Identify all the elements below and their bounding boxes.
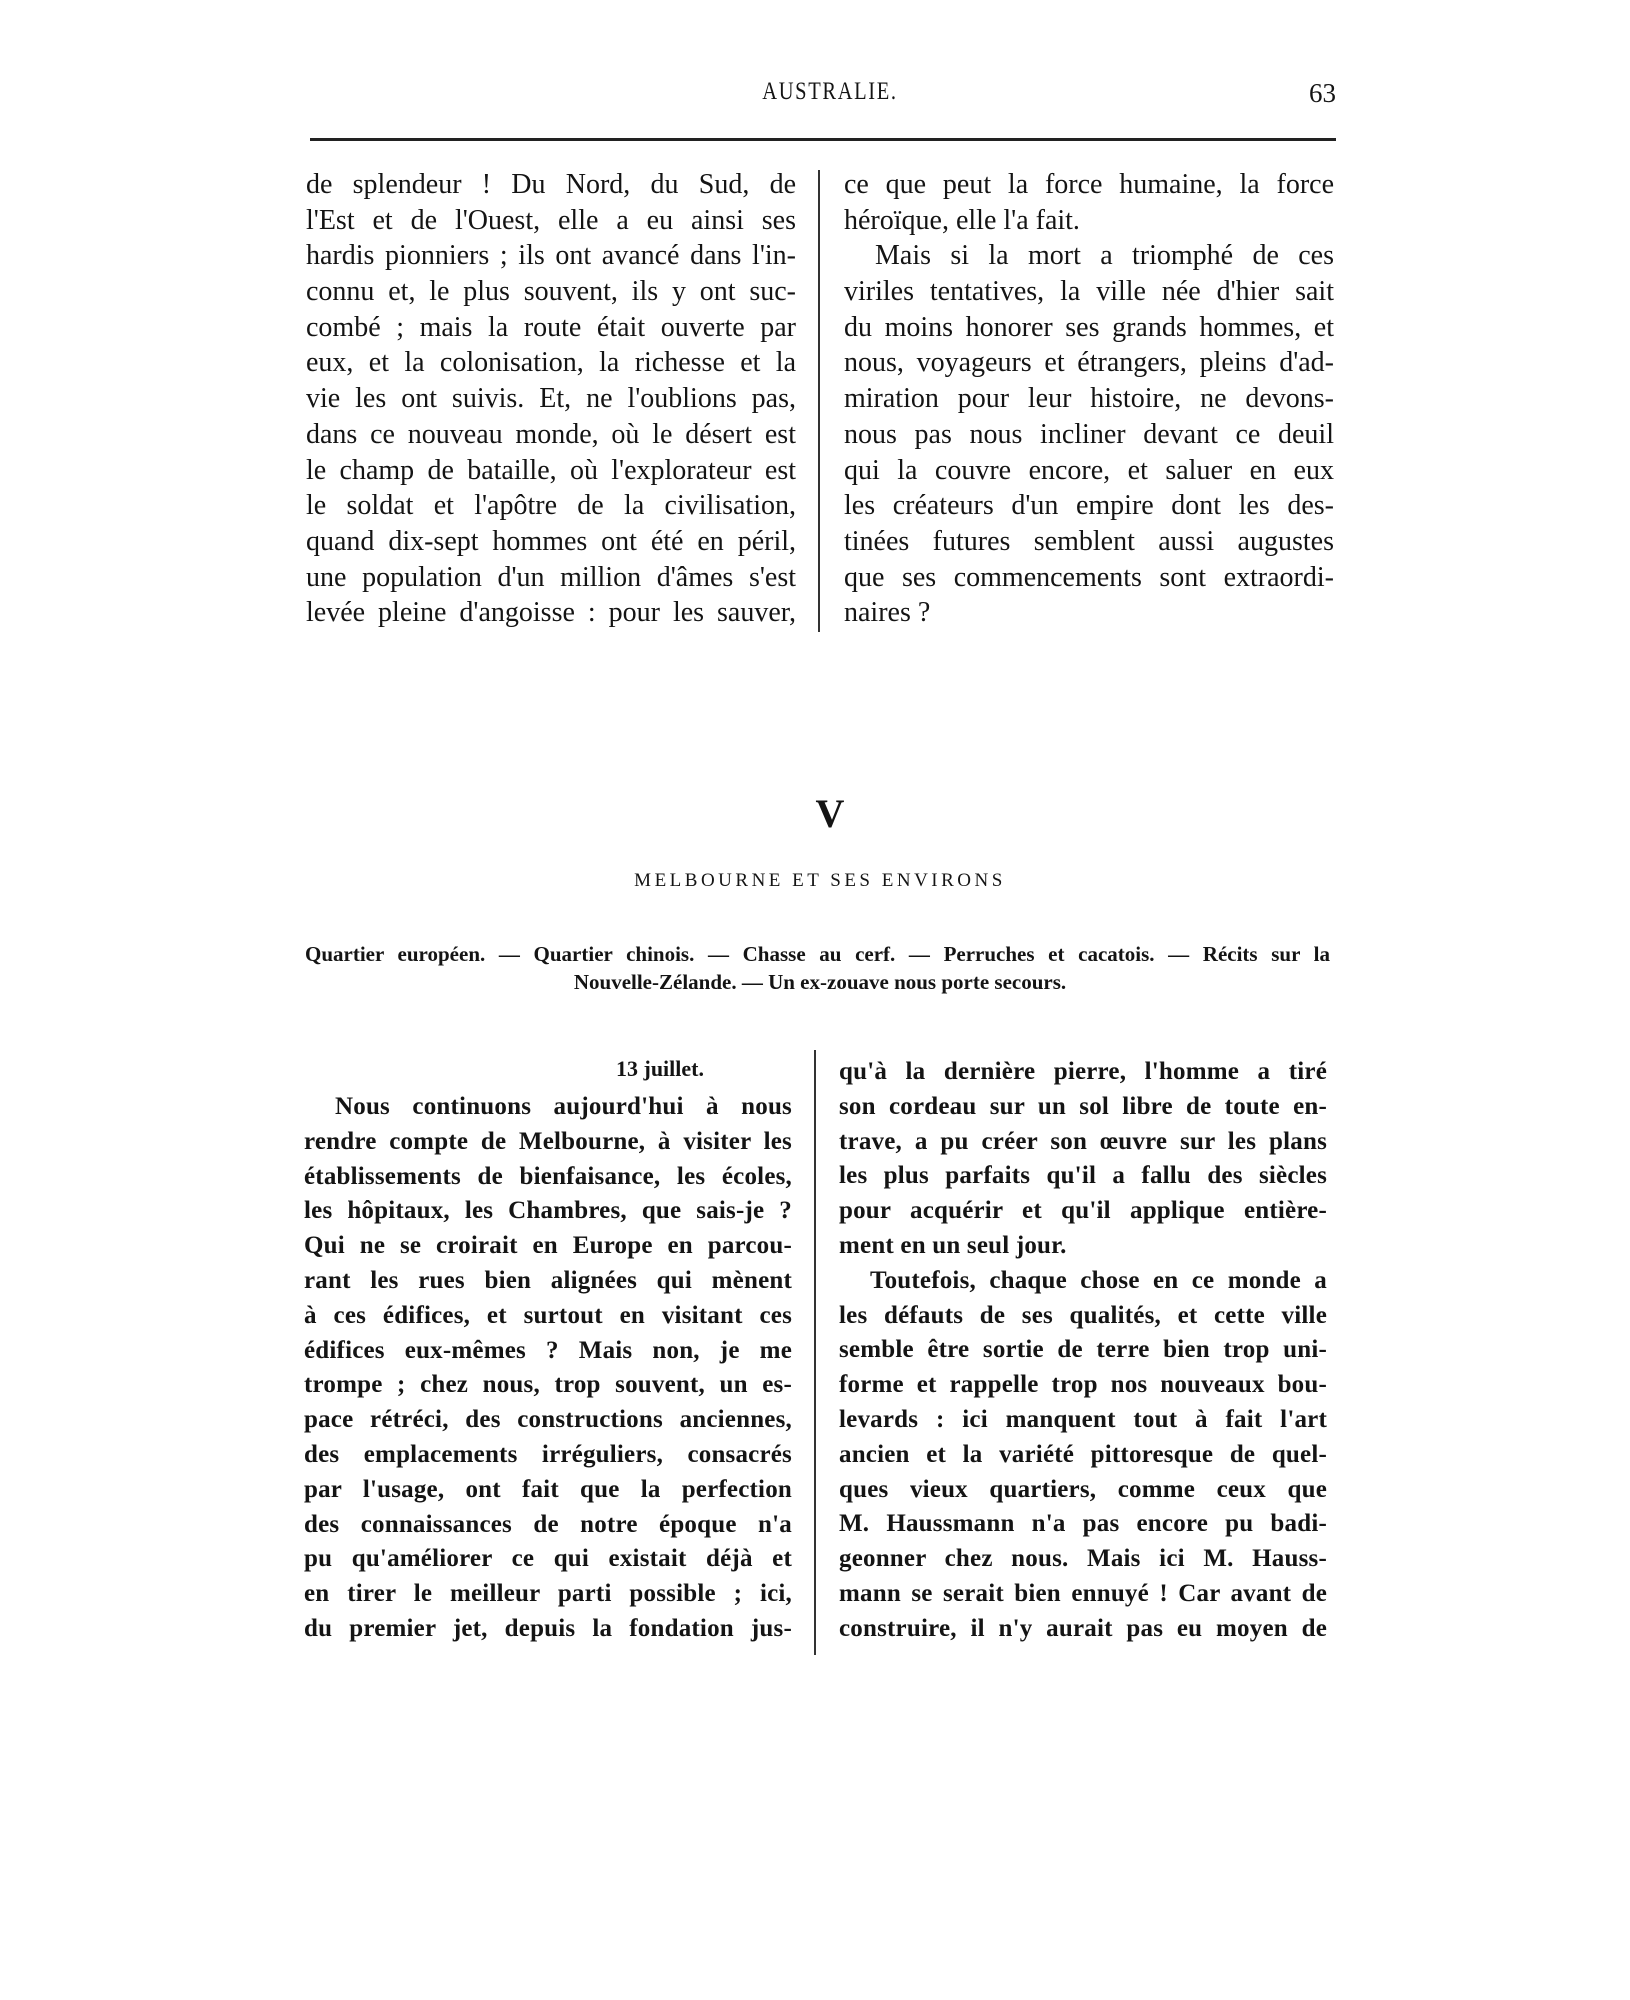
- text-line: édifices eux-mêmes ? Mais non, je me: [304, 1336, 792, 1364]
- text-line: héroïque, elle l'a fait.: [844, 204, 1080, 236]
- text-line: une population d'un million d'âmes s'est: [306, 561, 796, 593]
- text-line: dans ce nouveau monde, où le désert est: [306, 418, 796, 450]
- text-line: Mais si la mort a triomphé de ces: [875, 240, 1334, 272]
- text-line: des connaissances de notre époque n'a: [304, 1510, 792, 1538]
- text-line: les plus parfaits qu'il a fallu des siècles: [839, 1162, 1327, 1190]
- text-line: geonner chez nous. Mais ici M. Hauss-: [839, 1545, 1327, 1573]
- chapter-number: V: [815, 791, 845, 836]
- text-line: pu qu'améliorer ce qui existait déjà et: [304, 1545, 792, 1573]
- text-line: ancien et la variété pittoresque de quel-: [839, 1440, 1327, 1468]
- text-line: pace rétréci, des constructions anciennes,: [304, 1406, 792, 1434]
- text-line: connu et, le plus souvent, ils y ont suc-: [306, 276, 796, 308]
- text-line: de splendeur ! Du Nord, du Sud, de: [306, 169, 796, 200]
- header-rule: [310, 138, 1336, 141]
- text-line: levée pleine d'angoisse : pour les sauver,: [306, 597, 796, 629]
- text-line: quand dix-sept hommes ont été en péril,: [306, 525, 796, 557]
- text-line: trave, a pu créer son œuvre sur les plans: [839, 1127, 1327, 1155]
- text-line: M. Haussmann n'a pas encore pu badi-: [839, 1510, 1327, 1538]
- chapter-summary-line: Quartier européen. — Quartier chinois. — Chasse au cerf. — Perruches et cacatois. — Récits sur la: [305, 942, 1330, 966]
- text-line: viriles tentatives, la ville née d'hier sait: [844, 276, 1334, 308]
- text-line: les défauts de ses qualités, et cette ville: [839, 1301, 1327, 1329]
- column-divider: [818, 170, 820, 632]
- lower-right-column: [839, 1055, 1327, 1647]
- text-line: Qui ne se croirait en Europe en parcou-: [304, 1232, 792, 1260]
- upper-left-column: [306, 167, 796, 631]
- text-line: qu'à la dernière pierre, l'homme a tiré: [839, 1058, 1327, 1085]
- text-line: construire, il n'y aurait pas eu moyen de: [839, 1614, 1327, 1642]
- text-line: du moins honorer ses grands hommes, et: [844, 311, 1334, 343]
- text-line: qui la couvre encore, et saluer en eux: [844, 454, 1334, 486]
- text-line: hardis pionniers ; ils ont avancé dans l'in-: [306, 240, 796, 272]
- text-line: Nous continuons aujourd'hui à nous: [335, 1093, 792, 1120]
- text-line: Toutefois, chaque chose en ce monde a: [870, 1266, 1327, 1294]
- text-line: par l'usage, ont fait que la perfection: [304, 1475, 792, 1503]
- column-divider: [814, 1050, 816, 1655]
- text-line: pour acquérir et qu'il applique entière-: [839, 1197, 1327, 1225]
- lower-left-column: [304, 1090, 792, 1647]
- running-title: AUSTRALIE.: [762, 78, 898, 105]
- text-line: semble être sortie de terre bien trop uni-: [839, 1336, 1327, 1364]
- text-line: nous, voyageurs et étrangers, pleins d'ad-: [844, 347, 1334, 379]
- text-line: trompe ; chez nous, trop souvent, un es-: [304, 1371, 792, 1399]
- text-line: naires ?: [844, 597, 931, 629]
- text-line: ce que peut la force humaine, la force: [844, 169, 1334, 200]
- text-line: ques vieux quartiers, comme ceux que: [839, 1475, 1327, 1503]
- text-line: du premier jet, depuis la fondation jus-: [304, 1614, 792, 1642]
- text-line: à ces édifices, et surtout en visitant ces: [304, 1301, 792, 1329]
- text-line: le champ de bataille, où l'explorateur est: [306, 454, 796, 486]
- text-line: rendre compte de Melbourne, à visiter les: [304, 1127, 792, 1155]
- chapter-summary-line: Nouvelle-Zélande. — Un ex-zouave nous porte secours.: [573, 970, 1067, 994]
- text-line: eux, et la colonisation, la richesse et la: [306, 347, 796, 379]
- upper-right-column: [844, 167, 1334, 631]
- text-line: établissements de bienfaisance, les écoles,: [304, 1162, 792, 1190]
- text-line: les hôpitaux, les Chambres, que sais-je ?: [304, 1197, 792, 1225]
- entry-date: 13 juillet.: [616, 1056, 704, 1081]
- text-line: mann se serait bien ennuyé ! Car avant de: [839, 1579, 1327, 1607]
- text-line: l'Est et de l'Ouest, elle a eu ainsi ses: [306, 204, 796, 236]
- text-line: vie les ont suivis. Et, ne l'oublions pas,: [306, 383, 796, 415]
- text-line: nous pas nous incliner devant ce deuil: [844, 418, 1334, 450]
- chapter-title: MELBOURNE ET SES ENVIRONS: [634, 870, 1006, 891]
- text-line: des emplacements irréguliers, consacrés: [304, 1440, 792, 1468]
- page-number: 63: [1309, 78, 1336, 108]
- text-line: ment en un seul jour.: [839, 1231, 1067, 1259]
- text-line: forme et rappelle trop nos nouveaux bou-: [839, 1371, 1327, 1399]
- text-line: tinées futures semblent aussi augustes: [844, 525, 1334, 557]
- text-line: miration pour leur histoire, ne devons-: [844, 383, 1334, 415]
- text-line: en tirer le meilleur parti possible ; ici,: [304, 1580, 792, 1608]
- text-line: combé ; mais la route était ouverte par: [306, 311, 796, 343]
- text-line: le soldat et l'apôtre de la civilisation,: [306, 490, 796, 522]
- text-line: son cordeau sur un sol libre de toute en-: [839, 1092, 1327, 1120]
- text-line: levards : ici manquent tout à fait l'art: [839, 1405, 1327, 1433]
- text-line: rant les rues bien alignées qui mènent: [304, 1266, 792, 1294]
- text-line: que ses commencements sont extraordi-: [844, 561, 1334, 593]
- text-line: les créateurs d'un empire dont les des-: [844, 490, 1334, 522]
